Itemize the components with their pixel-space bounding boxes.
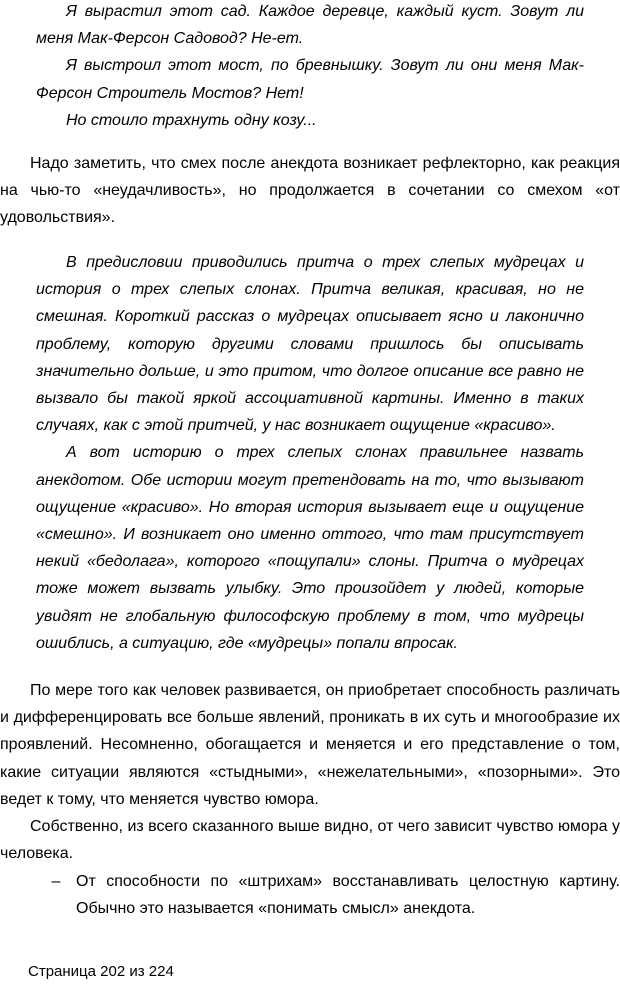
quote-paragraph: Я вырастил этот сад. Каждое деревце, каждый куст. Зовут ли меня Мак-Ферсон Садовод? Не-ет. [36, 3, 584, 48]
quote-block-parable [36, 249, 584, 657]
dash-list [36, 868, 620, 922]
quote-paragraph: А вот историю о трех слепых слонах правильнее назвать анекдотом. Обе истории могут претендовать на то, что вызывают ощущение «красиво». Но вторая история вызывает еще и ощущение «смешно». И возникает оно именно оттого, что там присутствует некий «бедолага», которого «пощупали» слоны. Притча о мудрецах тоже может вызвать улыбку. Это произойдет у людей, которые увидят не глобальную философскую проблему в том, что мудрецы ошиблись, а ситуацию, где «мудрецы» попали впросак. [36, 444, 584, 652]
body-section-reflex [0, 150, 620, 232]
body-paragraph: Надо заметить, что смех после анекдота возникает рефлекторно, как реакция на чью-то «неудачливость», но продолжается в сочетании со смехом «от удовольствия». [0, 155, 620, 227]
quote-paragraph: В предисловии приводились притча о трех слепых мудрецах и история о трех слепых слонах. Притча великая, красивая, но не смешная. Короткий рассказ о мудрецах описывает ясно и лаконично проблему, которую другими словами пришлось бы описывать значительно дольше, и это притом, что долгое описание все равно не вызвало бы такой яркой ассоциативной картины. Именно в таких случаях, как с этой притчей, у нас возникает ощущение «красиво». [36, 254, 584, 435]
body-paragraph: Собственно, из всего сказанного выше видно, от чего зависит чувство юмора у человека. [0, 818, 620, 863]
quote-block-macpherson [36, 0, 584, 134]
dash-marker: – [51, 873, 61, 890]
list-item-text: От способности по «штрихам» восстанавливать целостную картину. Обычно это называется «понимать смысл» анекдота. [76, 873, 620, 918]
page-number: Страница 202 из 224 [28, 963, 174, 980]
quote-paragraph: Но стоило трахнуть одну козу... [66, 111, 317, 129]
quote-paragraph: Я выстроил этот мост, по бревнышку. Зовут ли они меня Мак-Ферсон Строитель Мостов? Нет! [36, 57, 584, 102]
list-item [36, 868, 620, 922]
body-paragraph: По мере того как человек развивается, он приобретает способность различать и дифференцировать все больше явлений, проникать в их суть и многообразие их проявлений. Несомненно, обогащается и меняется и его представление о том, какие ситуации являются «стыдными», «нежелательными», «позорными». Это ведет к тому, что меняется чувство юмора. [0, 682, 620, 808]
body-section-development [0, 677, 620, 867]
